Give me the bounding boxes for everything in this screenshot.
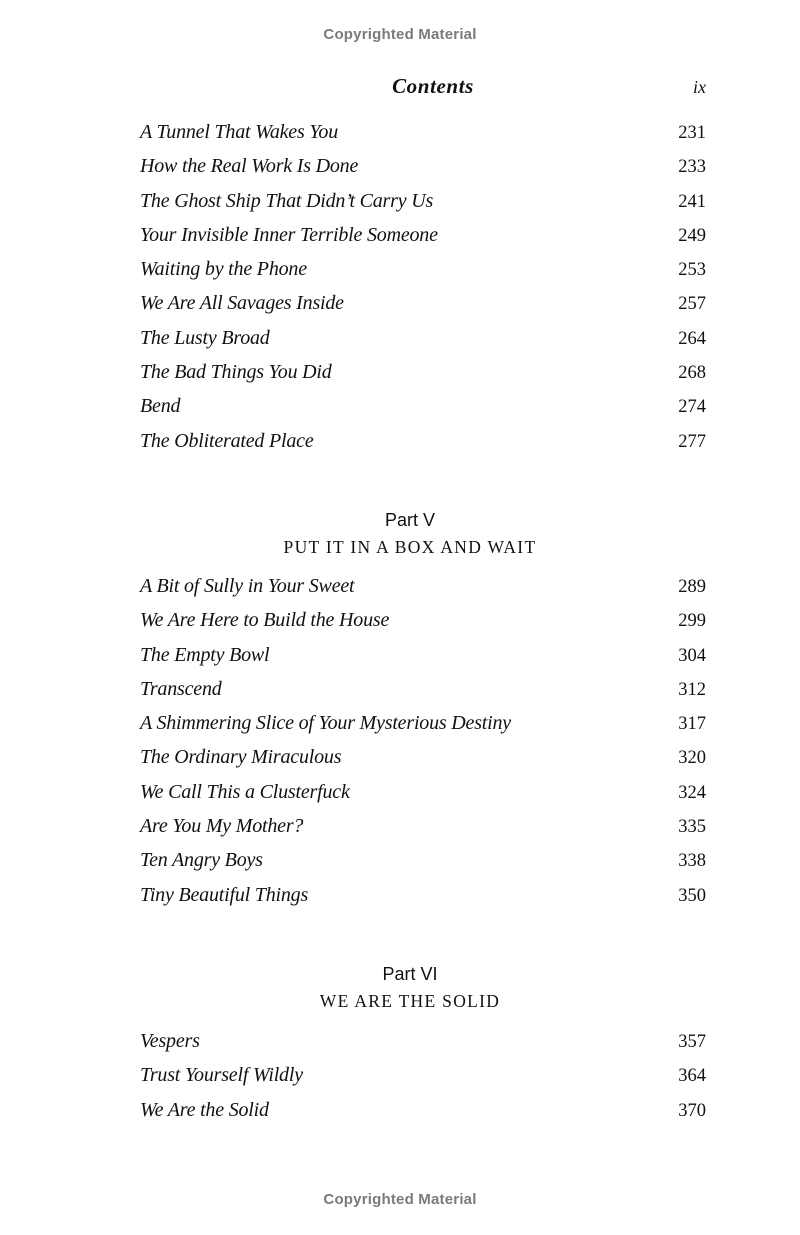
entry-title: Are You My Mother?	[140, 815, 304, 838]
entry-title: We Are the Solid	[140, 1098, 269, 1121]
entry-page-number: 312	[678, 679, 706, 700]
entry-title: A Tunnel That Wakes You	[140, 121, 339, 143]
toc-entry[interactable]	[140, 361, 706, 395]
entry-title: Vespers	[140, 1030, 200, 1052]
toc-entry[interactable]	[140, 224, 706, 258]
entry-page-number: 350	[678, 885, 706, 906]
toc-entry[interactable]	[140, 678, 706, 712]
entry-title: The Ghost Ship That Didn’t Carry Us	[140, 189, 434, 212]
entry-page-number: 338	[678, 851, 706, 872]
entry-title: The Empty Bowl	[140, 643, 270, 666]
toc-section-part-v	[140, 575, 706, 918]
toc-entry[interactable]	[140, 712, 706, 746]
toc-section-part-vi	[140, 1030, 706, 1133]
part-label: Part VI	[382, 964, 438, 984]
entry-title: Waiting by the Phone	[140, 258, 307, 281]
part-heading-v	[0, 506, 800, 560]
copyright-watermark-top: Copyrighted Material	[323, 26, 477, 43]
toc-section-part-iv-continued	[140, 121, 706, 464]
entry-title: Trust Yourself Wildly	[140, 1064, 303, 1087]
toc-entry[interactable]	[140, 781, 706, 815]
entry-title: We Are All Savages Inside	[140, 292, 344, 315]
copyright-watermark-bottom: Copyrighted Material	[323, 1191, 477, 1208]
entry-page-number: 249	[678, 225, 706, 246]
entry-title: The Obliterated Place	[140, 429, 314, 452]
toc-entry[interactable]	[140, 575, 706, 609]
entry-page-number: 289	[678, 577, 706, 597]
entry-page-number: 231	[678, 123, 706, 143]
part-heading-vi	[0, 960, 800, 1014]
running-head	[140, 74, 706, 104]
entry-page-number: 274	[678, 397, 706, 418]
toc-entry[interactable]	[140, 155, 706, 189]
entry-title: Tiny Beautiful Things	[140, 883, 309, 906]
part-label: Part V	[384, 510, 436, 530]
entry-page-number: 370	[678, 1100, 706, 1121]
toc-entry[interactable]	[140, 1030, 706, 1064]
page-number: ix	[693, 77, 706, 97]
entry-page-number: 304	[678, 645, 706, 666]
toc-entry[interactable]	[140, 1064, 706, 1098]
toc-entry[interactable]	[140, 327, 706, 361]
entry-title: The Lusty Broad	[140, 326, 270, 349]
entry-page-number: 335	[678, 817, 706, 838]
entry-page-number: 257	[678, 294, 706, 315]
toc-entry[interactable]	[140, 121, 706, 155]
entry-title: We Are Here to Build the House	[140, 609, 390, 632]
entry-title: Bend	[140, 395, 181, 418]
entry-page-number: 317	[678, 714, 706, 735]
toc-entry[interactable]	[140, 430, 706, 464]
entry-title: Ten Angry Boys	[140, 849, 263, 872]
toc-entry[interactable]	[140, 746, 706, 780]
toc-entry[interactable]	[140, 292, 706, 326]
toc-entry[interactable]	[140, 609, 706, 643]
part-title: PUT IT IN A BOX AND WAIT	[283, 537, 537, 557]
entry-title: The Ordinary Miraculous	[140, 746, 342, 769]
toc-entry[interactable]	[140, 395, 706, 429]
toc-entry[interactable]	[140, 849, 706, 883]
entry-page-number: 357	[678, 1032, 706, 1052]
entry-page-number: 324	[678, 782, 706, 803]
entry-page-number: 268	[678, 363, 706, 384]
toc-entry[interactable]	[140, 644, 706, 678]
entry-title: The Bad Things You Did	[140, 361, 332, 384]
entry-page-number: 299	[678, 611, 706, 632]
part-title: WE ARE THE SOLID	[319, 991, 501, 1011]
toc-entry[interactable]	[140, 815, 706, 849]
entry-title: A Bit of Sully in Your Sweet	[140, 575, 355, 597]
entry-title: We Call This a Clusterfuck	[140, 780, 350, 803]
toc-entry[interactable]	[140, 258, 706, 292]
entry-page-number: 364	[678, 1066, 706, 1087]
toc-entry[interactable]	[140, 884, 706, 918]
entry-page-number: 253	[678, 260, 706, 281]
entry-page-number: 277	[678, 431, 706, 452]
entry-page-number: 241	[678, 191, 706, 212]
entry-page-number: 320	[678, 748, 706, 769]
entry-title: Transcend	[140, 677, 222, 700]
entry-page-number: 233	[678, 157, 706, 178]
entry-title: Your Invisible Inner Terrible Someone	[140, 223, 438, 246]
toc-entry[interactable]	[140, 190, 706, 224]
entry-title: A Shimmering Slice of Your Mysterious Destiny	[140, 712, 511, 735]
entry-title: How the Real Work Is Done	[140, 155, 359, 178]
toc-entry[interactable]	[140, 1099, 706, 1133]
entry-page-number: 264	[678, 328, 706, 349]
page-title: Contents	[392, 74, 474, 98]
